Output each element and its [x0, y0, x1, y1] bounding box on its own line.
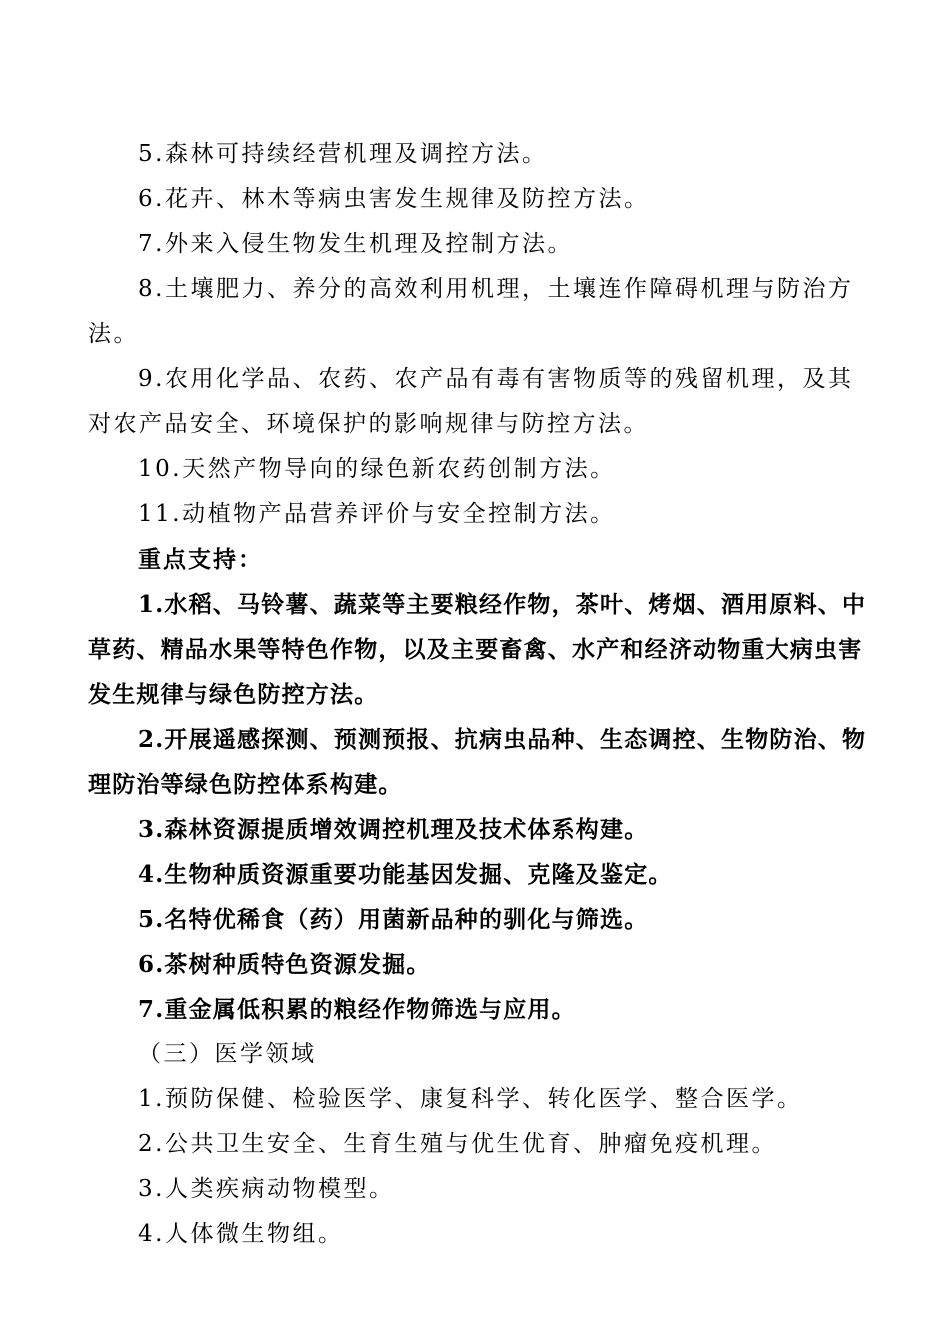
- key-support-item-7: 7.重金属低积累的粮经作物筛选与应用。: [138, 996, 576, 1023]
- key-support-item-6: 6.茶树种质特色资源发掘。: [138, 951, 431, 978]
- paragraph-item-6-pests: 6.花卉、林木等病虫害发生规律及防控方法。: [138, 186, 650, 212]
- medicine-item-3: 3.人类疾病动物模型。: [138, 1176, 395, 1202]
- paragraph-item-11-nutrition: 11.动植物产品营养评价与安全控制方法。: [138, 501, 616, 527]
- medicine-item-4: 4.人体微生物组。: [138, 1221, 344, 1247]
- key-support-item-4: 4.生物种质资源重要功能基因发掘、克隆及鉴定。: [138, 861, 673, 888]
- section-heading-medicine: （三）医学领域: [138, 1041, 317, 1067]
- key-support-item-3: 3.森林资源提质增效调控机理及技术体系构建。: [138, 816, 649, 843]
- paragraph-item-8-soil: 8.土壤肥力、养分的高效利用机理，土壤连作障碍机理与防治方法。: [88, 276, 854, 347]
- medicine-item-2: 2.公共卫生安全、生育生殖与优生优育、肿瘤免疫机理。: [138, 1131, 777, 1157]
- document-page: [88, 132, 868, 1257]
- paragraph-item-5-forest: 5.森林可持续经营机理及调控方法。: [138, 141, 548, 167]
- paragraph-item-9-chemicals: 9.农用化学品、农药、农产品有毒有害物质等的残留机理，及其对农产品安全、环境保护的影响规律与防控方法。: [88, 366, 854, 437]
- paragraph-item-10-pesticide: 10.天然产物导向的绿色新农药创制方法。: [138, 456, 616, 482]
- key-support-item-5: 5.名特优稀食（药）用菌新品种的驯化与筛选。: [138, 906, 649, 933]
- medicine-item-1: 1.预防保健、检验医学、康复科学、转化医学、整合医学。: [138, 1086, 803, 1112]
- key-support-item-1: 1.水稻、马铃薯、蔬菜等主要粮经作物，茶叶、烤烟、酒用原料、中草药、精品水果等特色作物，以及主要畜禽、水产和经济动物重大病虫害发生规律与绿色防控方法。: [88, 591, 867, 708]
- key-support-item-2: 2.开展遥感探测、预测预报、抗病虫品种、生态调控、生物防治、物理防治等绿色防控体系构建。: [88, 726, 867, 798]
- paragraph-item-7-invasive: 7.外来入侵生物发生机理及控制方法。: [138, 231, 573, 257]
- key-support-heading: 重点支持：: [138, 546, 263, 573]
